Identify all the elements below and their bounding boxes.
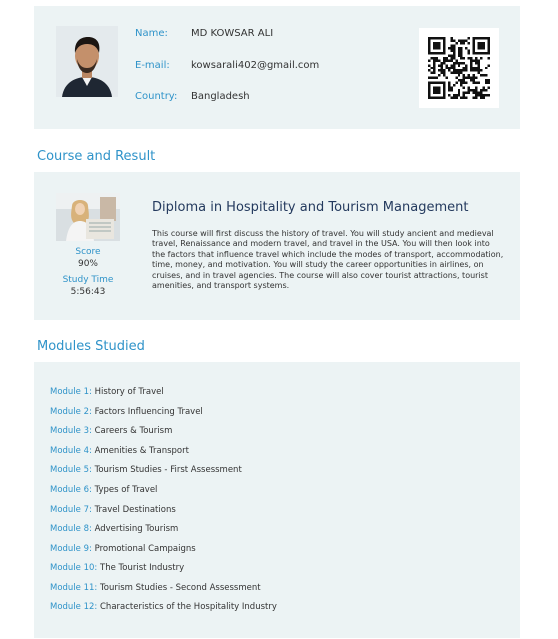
list-item [50, 544, 196, 554]
module-number: Module 9: [50, 543, 92, 554]
module-name: Types of Travel [94, 485, 158, 495]
module-name: Travel Destinations [94, 504, 176, 515]
module-number: Module 6: [50, 485, 92, 495]
module-name: Amenities & Transport [94, 445, 189, 456]
list-item [50, 407, 203, 417]
module-number: Module 3: [50, 426, 92, 436]
profile-card [34, 6, 520, 129]
course-card [34, 172, 520, 320]
email-label: E-mail: [135, 60, 170, 71]
module-number: Module 8: [50, 524, 92, 534]
course-description: This course will first discuss the history of travel. You will study ancient and medieval travel, Renaissance and modern travel, and travel in the USA. You will then look into the factors that influence travel which include the modes of transport, accommodation, time, money, and motivation. You will study the career opportunities in airlines, on cruises, and in travel agencies. The course will also cover tourist attractions, tourist amenities, and transport systems. [152, 229, 504, 291]
module-name: Advertising Tourism [94, 524, 179, 534]
list-item [50, 602, 277, 612]
module-number: Module 2: [50, 406, 92, 417]
list-item [50, 387, 164, 397]
list-item [50, 524, 178, 534]
module-number: Module 12: [50, 602, 98, 612]
module-name: The Tourist Industry [100, 563, 185, 573]
module-number: Module 5: [50, 465, 92, 475]
list-item [50, 446, 189, 456]
list-item [50, 505, 176, 515]
score-label: Score [75, 247, 101, 257]
module-name: Tourism Studies - Second Assessment [100, 583, 261, 593]
modules-list [34, 362, 520, 638]
study-time-value: 5:56:43 [70, 287, 106, 297]
qr-code-icon [419, 28, 499, 108]
module-number: Module 10: [50, 563, 98, 573]
module-number: Module 11: [50, 583, 98, 593]
module-name: Tourism Studies - First Assessment [94, 465, 242, 475]
module-number: Module 1: [50, 387, 92, 397]
module-number: Module 7: [50, 504, 92, 515]
module-name: History of Travel [94, 387, 164, 397]
list-item [50, 563, 184, 573]
study-time-label: Study Time [62, 275, 114, 285]
course-section-title: Course and Result [37, 149, 156, 164]
module-number: Module 4: [50, 445, 92, 456]
module-name: Characteristics of the Hospitality Industry [100, 602, 277, 612]
list-item [50, 583, 261, 593]
module-name: Factors Influencing Travel [94, 406, 203, 417]
module-name: Careers & Tourism [94, 426, 173, 436]
name-label: Name: [135, 28, 168, 39]
list-item [50, 465, 242, 475]
country-value: Bangladesh [191, 91, 250, 102]
list-item [50, 426, 172, 436]
country-label: Country: [135, 91, 178, 102]
course-thumbnail-icon [56, 193, 120, 241]
course-name: Diploma in Hospitality and Tourism Management [152, 200, 469, 215]
module-name: Promotional Campaigns [94, 543, 196, 554]
name-value: MD KOWSAR ALI [191, 28, 274, 39]
score-value: 90% [77, 259, 98, 269]
list-item [50, 485, 157, 495]
modules-section-title: Modules Studied [37, 339, 145, 354]
profile-photo-icon [56, 26, 118, 97]
email-value: kowsarali402@gmail.com [191, 60, 320, 71]
